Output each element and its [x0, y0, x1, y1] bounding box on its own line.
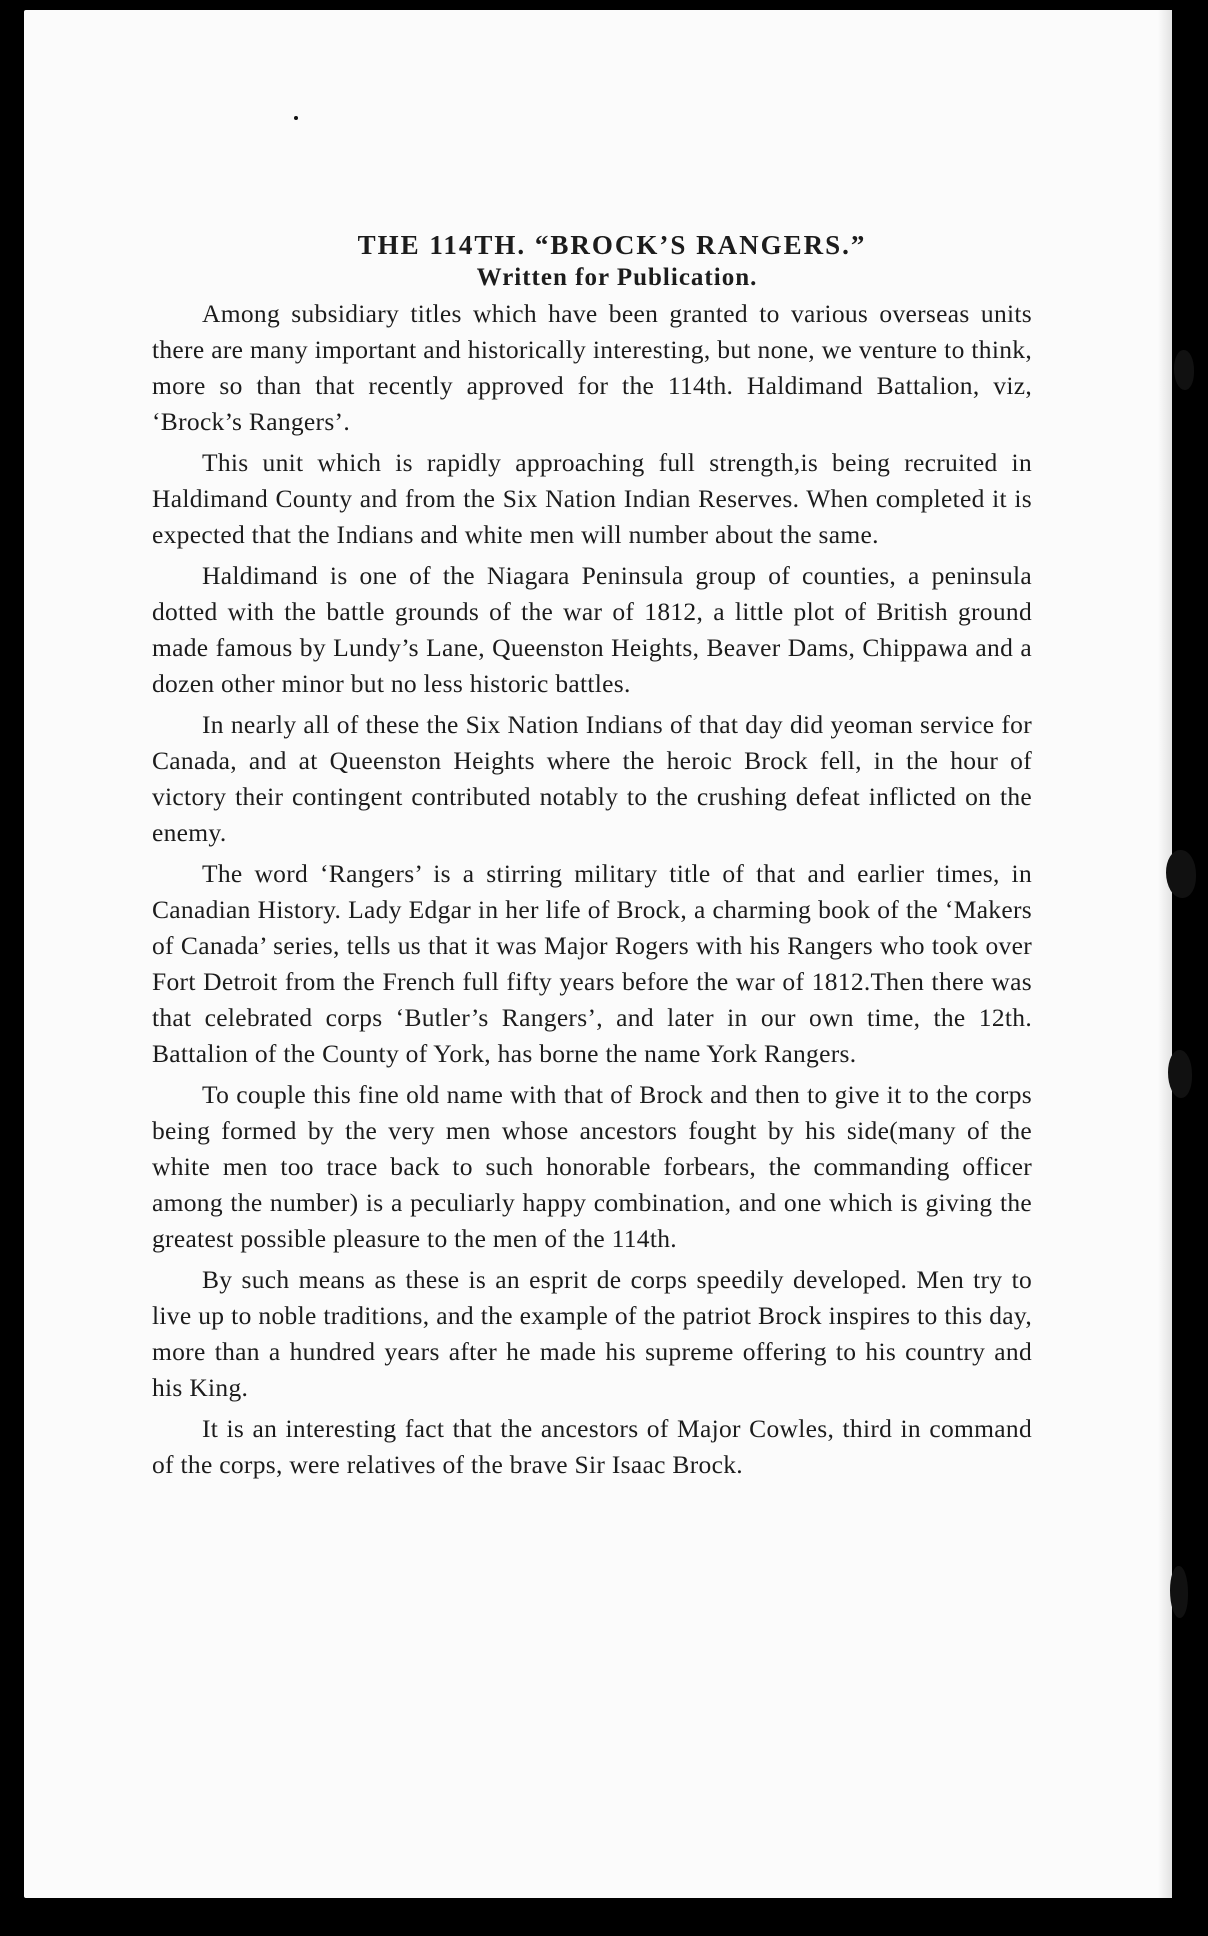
- paragraph-3: Haldimand is one of the Niagara Peninsula group of counties, a peninsula dotted with the battle grounds of the war of 1812, a little plot of British ground made famous by Lundy’s Lane, Queenston Heights, Beaver Dams, Chippawa and a dozen other minor but no less historic battles.: [152, 561, 1032, 698]
- binding-hole-2: [1166, 850, 1196, 898]
- paragraph-4: In nearly all of these the Six Nation Indians of that day did yeoman service for Canada, and at Queenston Heights where the heroic Brock fell, in the hour of victory their contingent contributed notably to the crushing defeat inflicted on the enemy.: [152, 710, 1032, 847]
- paragraph-2: This unit which is rapidly approaching full strength,is being recruited in Haldimand County and from the Six Nation Indian Reserves. When completed it is expected that the Indians and white men will number about the same.: [152, 448, 1032, 549]
- page-edge-shadow: [1158, 10, 1172, 1898]
- paragraph-5: The word ‘Rangers’ is a stirring military title of that and earlier times, in Canadian History. Lady Edgar in her life of Brock, a charming book of the ‘Makers of Canada’ series, tells us that it was Major Rogers with his Rangers who took over Fort Detroit from the French full fifty years before the war of 1812.Then there was that celebrated corps ‘Butler’s Rangers’, and later in our own time, the 12th. Battalion of the County of York, has borne the name York Rangers.: [152, 859, 1032, 1068]
- scanned-page: [24, 10, 1172, 1898]
- paragraph-1: Among subsidiary titles which have been granted to various overseas units there are many important and historically interesting, but none, we venture to think, more so than that recently approved for the 114th. Haldimand Battalion, viz, ‘Brock’s Rangers’.: [152, 299, 1032, 436]
- article-subtitle: Written for Publication.: [476, 264, 758, 291]
- article-title: THE 114TH. “BROCK’S RANGERS.”: [357, 230, 867, 260]
- binding-hole-3: [1168, 1050, 1192, 1098]
- binding-hole-1: [1174, 350, 1194, 390]
- paragraph-7: By such means as these is an esprit de corps speedily developed. Men try to live up to noble traditions, and the example of the patriot Brock inspires to this day, more than a hundred years after he made his supreme offering to his country and his King.: [152, 1265, 1032, 1402]
- scan-border-bottom: [0, 1898, 1208, 1936]
- dust-speck: [294, 116, 298, 120]
- binding-hole-4: [1170, 1566, 1188, 1618]
- article: [152, 228, 1032, 1488]
- paragraph-8: It is an interesting fact that the ancestors of Major Cowles, third in command of the corps, were relatives of the brave Sir Isaac Brock.: [152, 1414, 1032, 1479]
- paragraph-6: To couple this fine old name with that of Brock and then to give it to the corps being formed by the very men whose ancestors fought by his side(many of the white men too trace back to such honorable forbears, the commanding officer among the number) is a peculiarly happy combination, and one which is giving the greatest possible pleasure to the men of the 114th.: [152, 1080, 1032, 1253]
